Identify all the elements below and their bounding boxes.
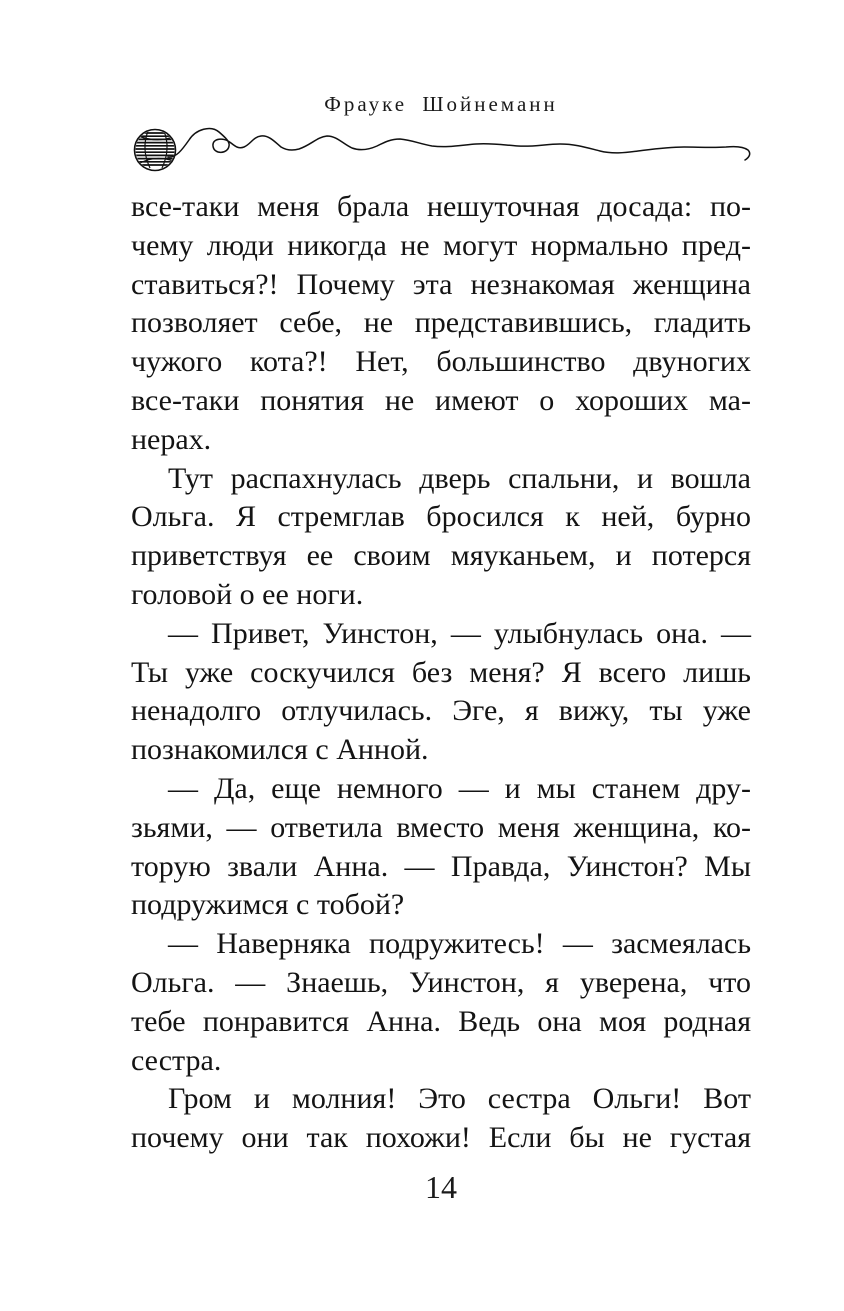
text-line: Тут распахнулась дверь спальни, и вошла xyxy=(168,461,751,495)
text-line: — Да, еще немного — и мы станем дру- xyxy=(168,771,751,805)
page-number: 14 xyxy=(425,1169,457,1205)
text-line: подружимся с тобой? xyxy=(131,888,405,922)
text-line: — Наверняка подружитесь! — засмеялась xyxy=(168,927,751,961)
text-line: Ольга. Я стремглав бросился к ней, бурно xyxy=(131,500,751,534)
yarn-ball-squiggle-decoration xyxy=(128,116,760,180)
text-line: нерах. xyxy=(131,422,212,456)
text-line: головой о ее ноги. xyxy=(131,577,364,611)
text-line: сестра. xyxy=(131,1043,222,1077)
text-line: Гром и молния! Это сестра Ольги! Вот xyxy=(168,1082,751,1116)
text-line: зьями, — ответила вместо меня женщина, ко- xyxy=(131,810,751,844)
text-line: ставиться?! Почему эта незнакомая женщина xyxy=(131,267,751,301)
text-line: — Привет, Уинстон, — улыбнулась она. — xyxy=(168,616,751,650)
text-line: чему люди никогда не могут нормально пред- xyxy=(131,228,751,262)
body-text xyxy=(131,188,751,1158)
text-line: почему они так похожи! Если бы не густая xyxy=(131,1121,751,1155)
text-line: чужого кота?! Нет, большинство двуногих xyxy=(131,345,751,379)
text-line: позволяет себе, не представившись, гладить xyxy=(131,306,751,340)
text-line: все-таки меня брала нешуточная досада: по- xyxy=(131,190,751,223)
running-header: Фрауке Шойнеманн xyxy=(324,92,558,116)
text-line: ненадолго отлучилась. Эге, я вижу, ты уже xyxy=(131,694,751,728)
text-line: торую звали Анна. — Правда, Уинстон? Мы xyxy=(131,849,751,883)
text-line: все-таки понятия не имеют о хороших ма- xyxy=(131,383,751,417)
text-line: тебе понравится Анна. Ведь она моя родная xyxy=(131,1004,751,1038)
yarn-thread-decoration xyxy=(168,129,750,160)
text-line: Ольга. — Знаешь, Уинстон, я уверена, что xyxy=(131,965,751,999)
text-line: приветствуя ее своим мяуканьем, и потерся xyxy=(131,539,751,573)
text-line: Ты уже соскучился без меня? Я всего лишь xyxy=(131,655,751,689)
text-line: познакомился с Анной. xyxy=(131,733,429,767)
yarn-ball-icon xyxy=(134,130,176,171)
